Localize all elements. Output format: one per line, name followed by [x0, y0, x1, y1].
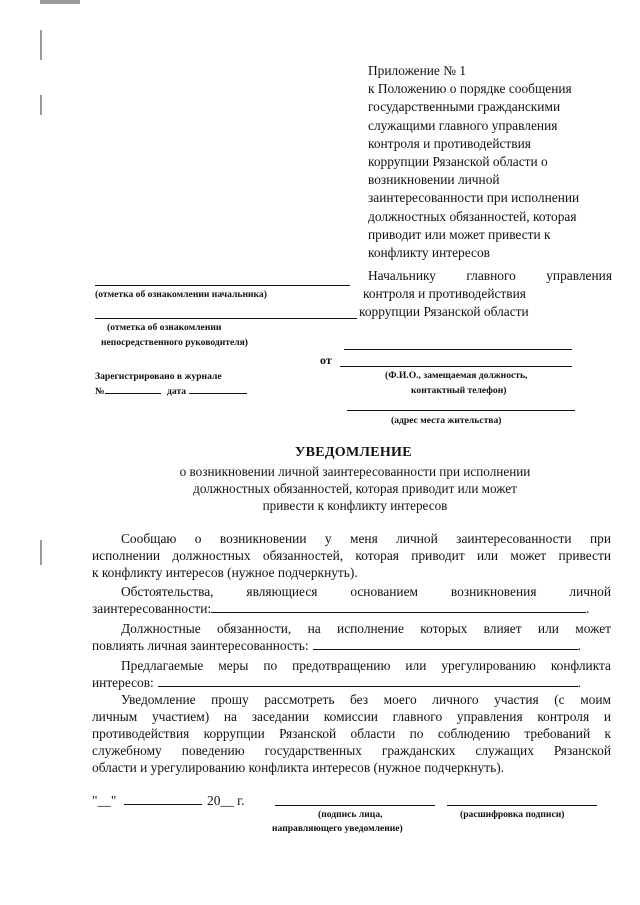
signature-caption-2: направляющего уведомление) [272, 823, 403, 834]
date-label: дата [167, 386, 187, 397]
paragraph-4-line-2-wrap: интересов: . [92, 675, 582, 690]
annex-line: конфликту интересов [368, 245, 490, 261]
notice-subtitle [140, 463, 570, 514]
number-field[interactable] [105, 393, 161, 394]
subtitle-line: должностных обязанностей, которая приводит или может [193, 481, 517, 496]
fio-line-1[interactable] [344, 349, 572, 350]
from-label: от [320, 353, 332, 367]
paragraph-2-line-1: Обстоятельства, являющиеся основанием возникновения личной [121, 584, 611, 599]
paragraph-5-line-3: противодействия коррупции Рязанской области по соблюдению требований к [92, 726, 611, 741]
paragraph-4-line-1: Предлагаемые меры по предотвращению или урегулированию конфликта [121, 658, 611, 673]
registered-label: Зарегистрировано в журнале [95, 371, 222, 382]
annex-block [368, 62, 579, 262]
fio-line-2[interactable] [340, 366, 572, 367]
signature-line[interactable] [275, 805, 435, 806]
scan-artifact-top [40, 0, 80, 4]
paragraph-5-line-2: личным участием) на заседании комиссии главного управления контроля и [92, 709, 611, 724]
journal-number-row [95, 386, 247, 397]
paragraph-1-line-1: Сообщаю о возникновении у меня личной заинтересованности при [121, 531, 611, 546]
annex-line: служащими главного управления [368, 117, 558, 133]
annex-line: контроля и противодействия [368, 135, 531, 151]
measures-field[interactable] [158, 686, 578, 687]
paragraph-3-line-2: повлиять личная заинтересованность: [92, 638, 309, 653]
scan-artifact-left-2 [40, 95, 42, 115]
paragraph-2-line-2: заинтересованности: [92, 601, 212, 616]
paragraph-1-line-2: исполнении должностных обязанностей, которая приводит или может привести [92, 548, 611, 563]
annex-line: к Положению о порядке сообщения [368, 81, 572, 97]
addressee-word: управления [546, 268, 612, 283]
subtitle-line: привести к конфликту интересов [262, 498, 448, 513]
supervisor-ack-caption-1: (отметка об ознакомлении [107, 322, 222, 333]
supervisor-ack-caption-2: непосредственного руководителя) [101, 337, 248, 348]
addressee-line-3: коррупции Рязанской области [359, 304, 529, 319]
date-field[interactable] [189, 393, 247, 394]
annex-line: государственными гражданскими [368, 99, 561, 115]
paragraph-5-line-4: служебному поведению государственных гражданских служащих Рязанской [92, 743, 611, 758]
addressee-word: Начальнику [368, 268, 437, 283]
annex-line: должностных обязанностей, которая [368, 208, 577, 224]
scan-artifact-left-1 [40, 30, 42, 60]
decode-caption: (расшифровка подписи) [460, 809, 565, 820]
annex-line: Приложение № 1 [368, 63, 467, 78]
addressee-word: главного [466, 268, 516, 283]
paragraph-3-line-2-wrap: повлиять личная заинтересованность: . [92, 638, 581, 653]
chief-ack-line[interactable] [95, 285, 350, 286]
fio-caption-1: (Ф.И.О., замещаемая должность, [385, 370, 528, 381]
paragraph-4-line-2: интересов: [92, 675, 154, 690]
signature-caption-1: (подпись лица, [318, 809, 383, 820]
paragraph-3-line-1: Должностные обязанности, на исполнение которых влияет или может [121, 621, 611, 636]
address-line[interactable] [347, 410, 575, 411]
paragraph-1-line-3: к конфликту интересов (нужное подчеркнуть). [92, 565, 358, 580]
supervisor-ack-line[interactable] [95, 318, 357, 319]
number-label: № [95, 386, 105, 397]
chief-ack-caption: (отметка об ознакомлении начальника) [95, 289, 267, 300]
paragraph-5-line-5: области и урегулированию конфликта интересов (нужное подчеркнуть). [92, 760, 504, 775]
circumstances-field[interactable] [211, 612, 586, 613]
duties-field[interactable] [313, 649, 578, 650]
annex-line: заинтересованности при исполнении [368, 190, 580, 206]
paragraph-2-line-2-wrap: заинтересованности: . [92, 601, 590, 616]
notice-title: УВЕДОМЛЕНИЕ [295, 445, 412, 460]
annex-line: приводит или может привести к [368, 226, 551, 242]
annex-line: возникновении личной [368, 172, 500, 188]
date-day[interactable]: "__" [92, 793, 117, 808]
addressee-line-1 [368, 268, 612, 284]
signature-date-row [92, 792, 245, 809]
paragraph-5-line-1: Уведомление прошу рассмотреть без моего личного участия (с моим [121, 692, 611, 707]
date-month-field[interactable] [124, 804, 202, 805]
date-year[interactable]: 20__ г. [207, 793, 245, 808]
subtitle-line: о возникновении личной заинтересованности при исполнении [179, 464, 531, 479]
address-caption: (адрес места жительства) [391, 415, 502, 426]
annex-line: коррупции Рязанской области о [368, 154, 548, 170]
fio-caption-2: контактный телефон) [411, 385, 507, 396]
scan-artifact-left-3 [40, 540, 42, 565]
addressee-line-2: контроля и противодействия [363, 286, 526, 301]
decode-line[interactable] [447, 805, 597, 806]
